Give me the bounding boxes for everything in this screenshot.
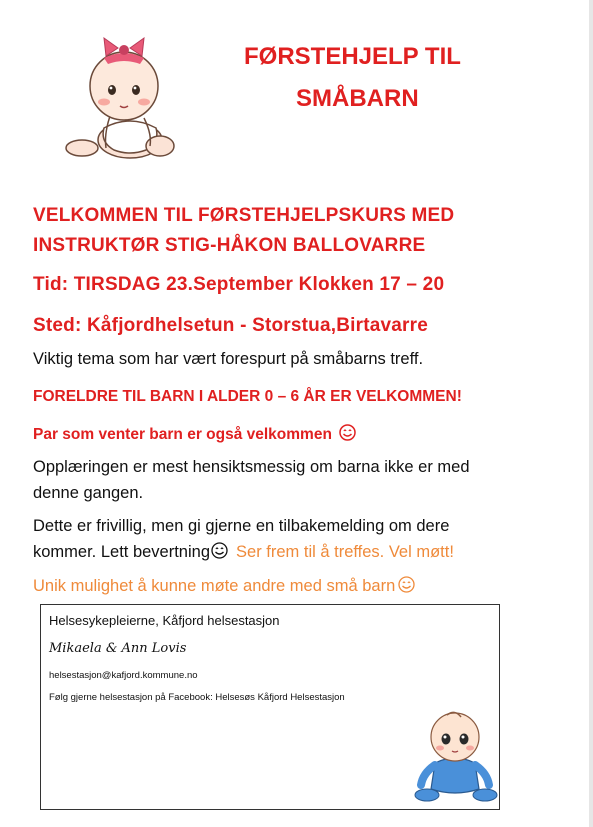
voluntary-line2-text: kommer. Lett bevertning — [33, 543, 211, 561]
see-you-text: Ser frem til å treffes. Vel møtt! — [236, 543, 454, 561]
welcome-line2: INSTRUKTØR STIG-HÅKON BALLOVARRE — [33, 235, 426, 256]
smiley-icon — [339, 424, 356, 441]
contact-facebook: Følg gjerne helsestasjon på Facebook: Helsesøs Kåfjord Helsestasjon — [49, 692, 345, 703]
welcome-line1: VELKOMMEN TIL FØRSTEHJELPSKURS MED — [33, 205, 455, 226]
training-line2: denne gangen. — [33, 484, 144, 502]
couples-welcome: Par som venter barn er også velkommen — [33, 426, 332, 443]
unique-opportunity: Unik mulighet å kunne møte andre med små barn — [33, 577, 396, 595]
couples-welcome-row — [33, 424, 356, 444]
topic-text: Viktig tema som har vært forespurt på småbarns treff. — [33, 350, 424, 368]
event-place: Sted: Kåfjordhelsetun - Storstua,Birtavarre — [33, 315, 429, 336]
baby-boy-illustration — [413, 705, 499, 805]
smiley-icon — [398, 576, 415, 593]
event-time: Tid: TIRSDAG 23.September Klokken 17 – 20 — [33, 274, 445, 295]
parents-welcome: FORELDRE TIL BARN I ALDER 0 – 6 ÅR ER VELKOMMEN! — [33, 388, 462, 405]
voluntary-line1: Dette er frivillig, men gi gjerne en tilbakemelding om dere — [33, 517, 450, 535]
page-title-line1: FØRSTEHJELP TIL — [244, 43, 461, 70]
contact-org: Helsesykepleierne, Kåfjord helsestasjon — [49, 613, 280, 628]
contact-names: Mikaela & Ann Lovis — [49, 641, 187, 656]
contact-box — [40, 604, 500, 810]
page-title-line2: SMÅBARN — [296, 85, 419, 112]
baby-girl-illustration — [52, 28, 182, 163]
smiley-icon — [211, 542, 228, 559]
training-line1: Opplæringen er mest hensiktsmessig om barna ikke er med — [33, 458, 470, 476]
page-edge — [589, 0, 593, 827]
contact-email: helsestasjon@kafjord.kommune.no — [49, 670, 198, 681]
voluntary-line2 — [33, 542, 454, 562]
unique-opportunity-row — [33, 576, 415, 596]
